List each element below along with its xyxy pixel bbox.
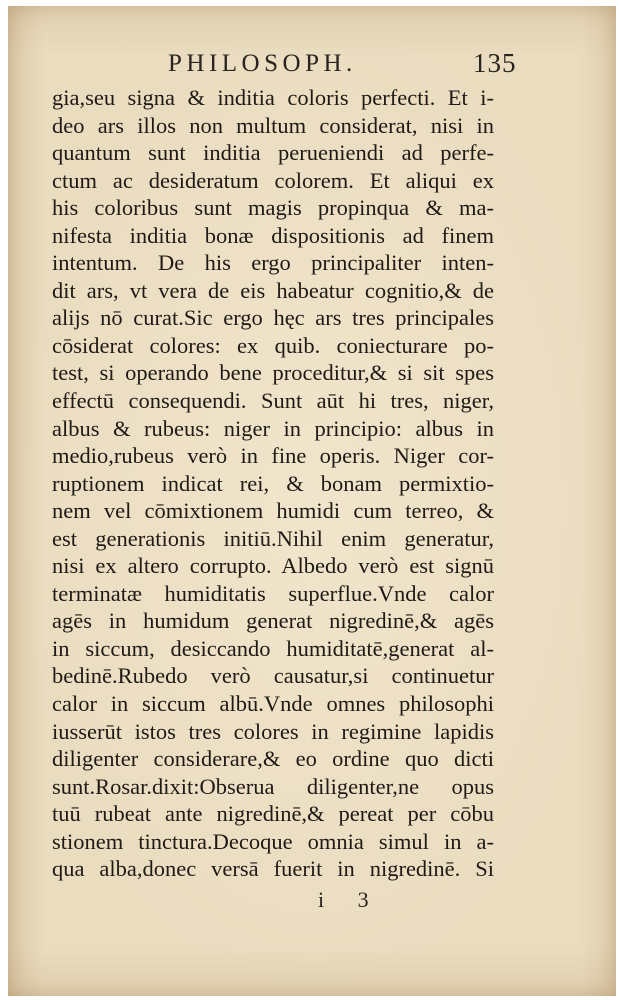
signature-mark: i 3: [318, 887, 383, 912]
text-line: sunt.Rosar.dixit:Obserua diligenter,ne opus: [52, 773, 494, 799]
text-line: effectū consequendi. Sunt aūt hi tres, niger,: [52, 388, 494, 414]
text-line: iusserūt istos tres colores in regimine lapidis: [52, 718, 494, 744]
text-line: in siccum, desiccando humiditatē,generat al-: [52, 635, 494, 661]
text-line: quantum sunt inditia perueniendi ad perfe-: [52, 140, 494, 166]
text-line: cōsiderat colores: ex quib. coniecturare po-: [52, 332, 494, 358]
text-line: ruptionem indicat rei, & bonam permixtio-: [52, 470, 494, 496]
text-line: his coloribus sunt magis propinqua & ma-: [52, 195, 494, 221]
page-header: [8, 44, 616, 84]
text-line: nisi ex altero corrupto. Albedo verò est signū: [52, 553, 494, 579]
text-line: agēs in humidum generat nigredinē,& agēs: [52, 608, 494, 634]
text-line: diligenter considerare,& eo ordine quo dicti: [52, 746, 494, 772]
running-head: PHILOSOPH.: [168, 50, 357, 77]
text-line: dit ars, vt vera de eis habeatur cognitio,& de: [52, 277, 494, 303]
text-line: calor in siccum albū.Vnde omnes philosophi: [52, 691, 494, 717]
body-text: [52, 84, 494, 883]
text-line: bedinē.Rubedo verò causatur,si continuetur: [52, 663, 494, 689]
text-line: qua alba,donec versā fuerit in nigredinē. Si: [52, 856, 494, 882]
text-line: intentum. De his ergo principaliter inten-: [52, 250, 494, 276]
text-line: tuū rubeat ante nigredinē,& pereat per cōbu: [52, 801, 494, 827]
page-number: 135: [473, 48, 517, 78]
text-line: nifesta inditia bonæ dispositionis ad finem: [52, 222, 494, 248]
book-page: [8, 6, 616, 996]
text-line: stionem tinctura.Decoque omnia simul in a-: [52, 828, 494, 854]
text-line: alijs nō curat.Sic ergo hęc ars tres principales: [52, 305, 494, 331]
text-line: albus & rubeus: niger in principio: albus in: [52, 415, 494, 441]
text-line: nem vel cōmixtionem humidi cum terreo, &: [52, 498, 494, 524]
text-line: medio,rubeus verò in fine operis. Niger cor-: [52, 443, 494, 469]
text-line: ctum ac desideratum colorem. Et aliqui ex: [52, 167, 494, 193]
text-line: test, si operando bene proceditur,& si sit spes: [52, 360, 494, 386]
text-line: deo ars illos non multum considerat, nisi in: [52, 112, 494, 138]
text-line: est generationis initiū.Nihil enim generatur,: [52, 525, 494, 551]
text-line: gia,seu signa & inditia coloris perfecti. Et i-: [52, 85, 494, 110]
text-line: terminatæ humiditatis superflue.Vnde calor: [52, 580, 494, 606]
